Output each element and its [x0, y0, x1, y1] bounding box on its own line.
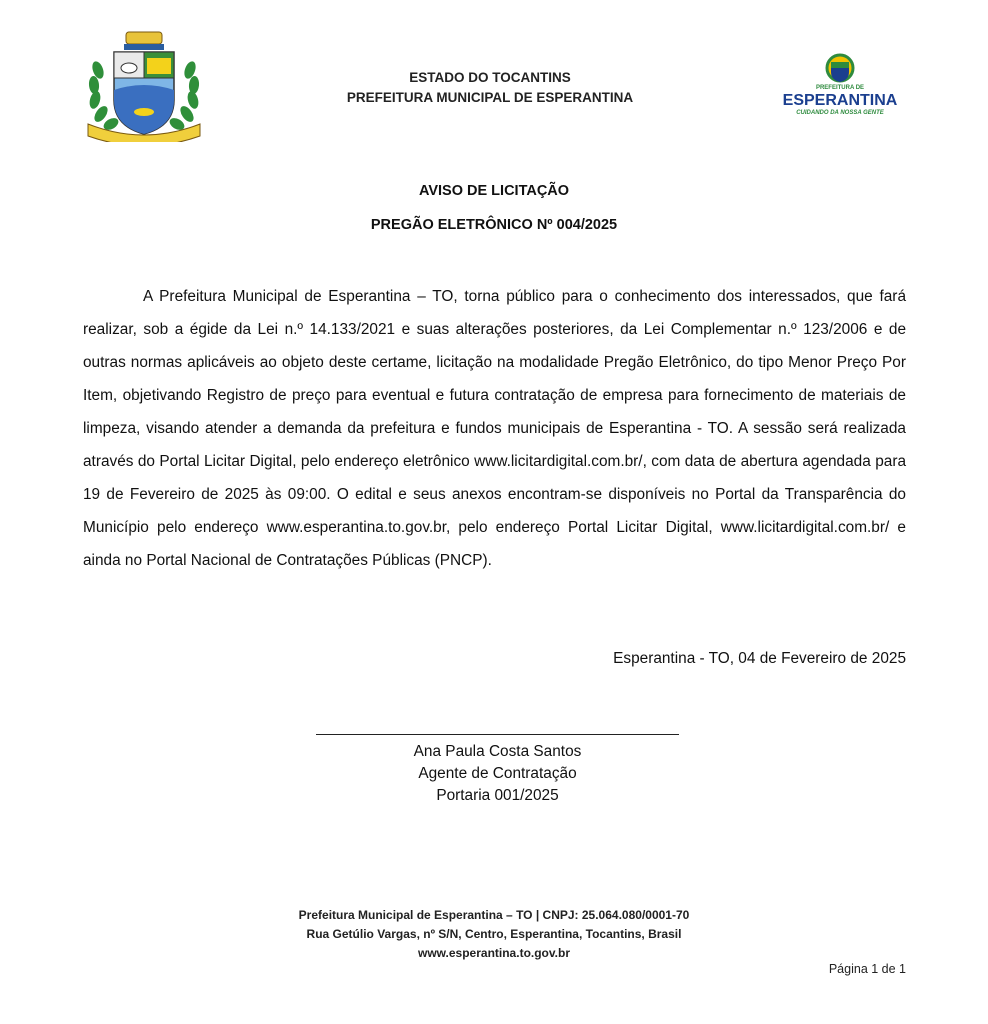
place-and-date: Esperantina - TO, 04 de Fevereiro de 2025	[613, 650, 906, 667]
signature-block	[316, 741, 679, 807]
svg-text:ESPERANTINA: ESPERANTINA	[782, 92, 898, 109]
page-number: Página 1 de 1	[828, 962, 906, 976]
notice-subtitle: PREGÃO ELETRÔNICO Nº 004/2025	[370, 217, 618, 233]
signer-name: Ana Paula Costa Santos	[413, 743, 582, 760]
svg-text:CUIDANDO DA NOSSA GENTE: CUIDANDO DA NOSSA GENTE	[796, 110, 884, 116]
notice-title: AVISO DE LICITAÇÃO	[418, 183, 570, 199]
notice-body: A Prefeitura Municipal de Esperantina – TO, torna público para o conhecimento dos interessados, que fará realizar, sob a égide da Lei n.º 14.133/2021 e suas alterações posteriores, da Lei Complementar n.º 123/2006 e de outras normas aplicáveis ao objeto deste certame, licitação na modalidade Pregão Eletrônico, do tipo Menor Preço Por Item, objetivando Registro de preço para eventual e futura contratação de empresa para fornecimento de materiais de limpeza, visando atender a demanda da prefeitura e fundos municipais de Esperantina - TO. A sessão será realizada através do Portal Licitar Digital, pelo endereço eletrônico www.licitardigital.com.br/, com data de abertura agendada para 19 de Fevereiro de 2025 às 09:00. O edital e seus anexos encontram-se disponíveis no Portal da Transparência do Município pelo endereço www.esperantina.to.gov.br, pelo endereço Portal Licitar Digital, www.licitardigital.com.br/ e ainda no Portal Nacional de Contratações Públicas (PNCP).	[83, 288, 906, 569]
signer-ordinance: Portaria 001/2025	[436, 787, 559, 804]
footer-website: www.esperantina.to.gov.br	[417, 946, 571, 960]
prefeitura-logo	[778, 52, 902, 124]
signer-role: Agente de Contratação	[418, 765, 577, 782]
document-header	[250, 68, 730, 108]
footer-cnpj: Prefeitura Municipal de Esperantina – TO | CNPJ: 25.064.080/0001-70	[298, 908, 690, 922]
footer-address: Rua Getúlio Vargas, nº S/N, Centro, Esperantina, Tocantins, Brasil	[306, 927, 682, 941]
municipality-name: PREFEITURA MUNICIPAL DE ESPERANTINA	[346, 90, 634, 105]
state-name: ESTADO DO TOCANTINS	[409, 70, 571, 85]
document-footer	[200, 906, 788, 963]
svg-text:PREFEITURA DE: PREFEITURA DE	[815, 85, 865, 91]
municipal-coat-of-arms	[84, 30, 204, 142]
signature-line	[316, 734, 679, 735]
